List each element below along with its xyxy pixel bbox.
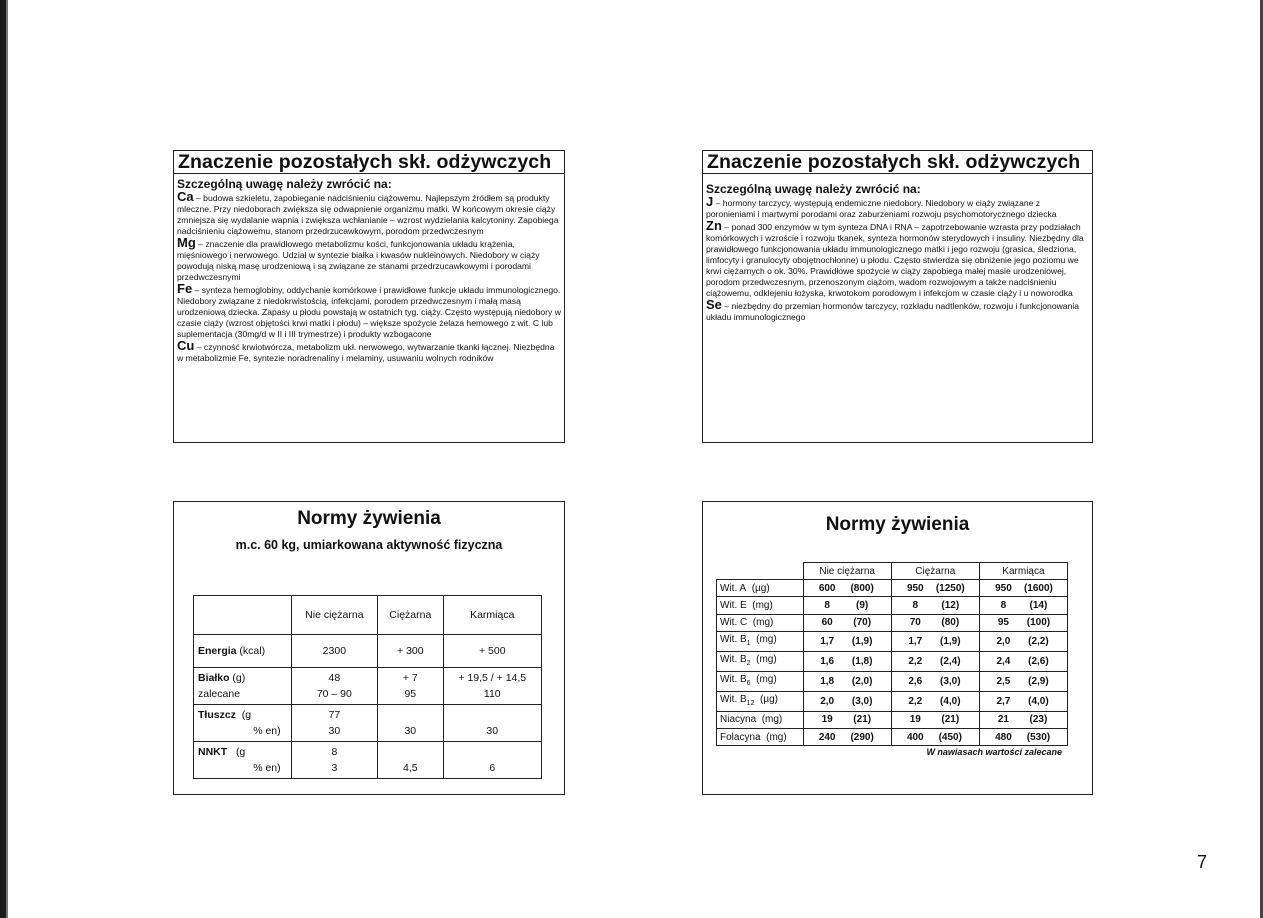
slide-body [703, 196, 1092, 323]
paragraph-text: – hormony tarczycy, występują endemiczne niedobory. Niedobory w ciąży związane z poronieniami i martwymi porodami oraz zaburzeniami rozwoju psychomotorycznego dziecka [706, 198, 1057, 219]
row-label: Wit. $B_6$ (mg) [717, 671, 804, 691]
row-label: Wit. E (mg) [717, 597, 804, 614]
table-cell: + 19,5 / + 14,5 110 [443, 668, 541, 705]
row-label: NNKT (g % en) [194, 742, 292, 779]
element-symbol: Zn [706, 218, 722, 233]
table-cell: 30 [443, 705, 541, 742]
element-symbol: Mg [177, 235, 196, 250]
table-cell: 70 (80) [891, 614, 979, 631]
paragraph-text: – synteza hemoglobiny, oddychanie komórkowe i prawidłowe funkcje układu immunologicznego. Niedobory związane z niedokrwistością, infekcjami, porodem przedwczesnym i małą masą urodzeniową dziecka. Zapasy u płodu powstają w ostatnich tyg. ciąży. Często występują niedobory w czasie ciąży (wzrost objętości krwi matki i płodu) – większe spożycie żelaza hemowego z wit. C lub suplementacja (30mg/d w II i III trymestrze) i produkty wzbogacone [177, 285, 561, 339]
element-symbol: Cu [177, 338, 195, 353]
paragraph-j [706, 196, 1089, 220]
paragraph-text: – ponad 300 enzymów w tym synteza DNA i RNA – zapotrzebowanie wzrasta przy podziałach komórkowych i wzroście i rozwoju tkanek, synteza hormonów sterydowych i insuliny. Niezbędny dla prawidłowego funkcjonowania układu immunologicznego matki i jego rozwoju (grasica, śledziona, limfocyty i granulocyty obojętnochłonne) u płodu. Często stwierdza się obniżenie jego poziomu we krwi ciężarnych o ok. 30%. Prawidłowe spożycie w ciąży zapobiega małej masie urodzeniowej, porodom przedwczesnym, przenoszonym ciążom, wadom rozwojowym a także nadciśnieniu ciążowemu, odklejeniu łożyska, krwotokom porodowym i infekcjom w czasie ciąży i u noworodka [706, 222, 1084, 298]
norms-table [193, 595, 542, 779]
element-symbol: Ca [177, 189, 194, 204]
table-row [717, 671, 1068, 691]
table-row-nnkt [194, 742, 542, 779]
table-row [717, 597, 1068, 614]
table-row [717, 728, 1068, 745]
table-cell: 2300 [291, 635, 377, 668]
element-symbol: Fe [177, 281, 193, 296]
paragraph-zn [706, 220, 1089, 299]
table-cell: 6 [443, 742, 541, 779]
table-row [717, 711, 1068, 728]
table-cell: 2,2 (2,4) [891, 651, 979, 671]
slide-nutrition-norms-1 [173, 501, 565, 795]
table-cell: 8 (12) [891, 597, 979, 614]
element-symbol: J [706, 194, 714, 209]
table-cell: 2,7 (4,0) [979, 691, 1067, 711]
table-cell: 1,8 (2,0) [803, 671, 891, 691]
page-number: 7 [1197, 852, 1208, 872]
table-cell: 1,6 (1,8) [803, 651, 891, 671]
slide-title: Normy żywienia [825, 514, 970, 535]
table-cell [717, 563, 804, 580]
slide-minerals-2 [702, 150, 1093, 443]
row-label: Tłuszcz (g % en) [194, 705, 292, 742]
slide-body [174, 191, 564, 364]
table-cell: 1,7 (1,9) [803, 631, 891, 651]
row-label: Wit. $B_2$ (mg) [717, 651, 804, 671]
table-cell: 240 (290) [803, 728, 891, 745]
table-header: Ciężarna [891, 563, 979, 580]
table-cell: 2,0 (3,0) [803, 691, 891, 711]
row-label: Wit. C (mg) [717, 614, 804, 631]
table-cell: 2,5 (2,9) [979, 671, 1067, 691]
table-cell: + 300 [378, 635, 443, 668]
paragraph-ca [177, 191, 561, 237]
table-cell: 30 [378, 705, 443, 742]
table-cell: + 7 95 [378, 668, 443, 705]
table-header: Nie ciężarna [291, 596, 377, 635]
slide-title: Normy żywienia [297, 508, 441, 529]
table-header: Ciężarna [378, 596, 443, 635]
footnote: W nawiasach wartości zalecane [926, 747, 1062, 757]
row-label: Energia (kcal) [194, 635, 292, 668]
slide-subtitle: m.c. 60 kg, umiarkowana aktywność fizyczna [235, 538, 503, 552]
row-label: Wit. A (µg) [717, 580, 804, 597]
table-cell: 2,2 (4,0) [891, 691, 979, 711]
table-row [717, 614, 1068, 631]
slide-subtitle: Szczególną uwagę należy zwrócić na: [177, 177, 392, 191]
vitamins-table [716, 562, 1068, 746]
row-label: Folacyna (mg) [717, 728, 804, 745]
table-header: Karmiąca [443, 596, 541, 635]
slide-nutrition-norms-2 [702, 501, 1093, 795]
paragraph-fe [177, 283, 561, 340]
paragraph-text: – niezbędny do przemian hormonów tarczycy, rozkładu nadtlenków, rozwoju i funkcjonowania układu immunologicznego [706, 301, 1080, 322]
table-cell: 2,0 (2,2) [979, 631, 1067, 651]
table-row [717, 631, 1068, 651]
element-symbol: Se [706, 297, 722, 312]
table-cell: 95 (100) [979, 614, 1067, 631]
paragraph-se [706, 299, 1089, 323]
slide-title: Znaczenie pozostałych skł. odżywczych [174, 151, 564, 174]
table-cell: 21 (23) [979, 711, 1067, 728]
table-cell: 48 70 – 90 [291, 668, 377, 705]
row-label: Białko (g) zalecane [194, 668, 292, 705]
paragraph-text: – budowa szkieletu, zapobieganie nadciśnieniu ciążowemu. Najlepszym źródłem są produkty mleczne. Przy niedoborach zwiększa się odwapnienie organizmu matki. W końcowym okresie ciąży zmniejsza się wydalanie wapnia i zwiększa wchłanianie – wzrost wydzielania kalcytoniny. Zapobiega nadciśnieniu ciążowemu, stanom przedrzucawkowym, porodom przedwczesnym [177, 193, 559, 236]
row-label: Niacyna (mg) [717, 711, 804, 728]
table-cell: 4,5 [378, 742, 443, 779]
table-row [717, 691, 1068, 711]
table-row [717, 580, 1068, 597]
scan-edge-left-shadow [6, 0, 8, 918]
table-cell: 19 (21) [803, 711, 891, 728]
table-cell: 2,4 (2,6) [979, 651, 1067, 671]
table-cell: 400 (450) [891, 728, 979, 745]
table-cell: 19 (21) [891, 711, 979, 728]
table-cell: 8 (9) [803, 597, 891, 614]
table-row [717, 651, 1068, 671]
table-cell: 77 30 [291, 705, 377, 742]
row-label: Wit. $B_{12}$ (µg) [717, 691, 804, 711]
table-cell: 8 3 [291, 742, 377, 779]
paragraph-text: – czynność krwiotwórcza, metabolizm ukł. nerwowego, wytwarzanie tkanki łącznej. Niezbędna w metabolizmie Fe, syntezie noradrenaliny i melaminy, usuwaniu wolnych rodników [177, 342, 555, 363]
table-row-tluszcz [194, 705, 542, 742]
slide-minerals-1 [173, 150, 565, 443]
table-cell: 2,6 (3,0) [891, 671, 979, 691]
paragraph-cu [177, 340, 561, 364]
table-row-bialko [194, 668, 542, 705]
table-cell: 600 (800) [803, 580, 891, 597]
table-header-row [717, 563, 1068, 580]
table-cell: 60 (70) [803, 614, 891, 631]
table-cell: 480 (530) [979, 728, 1067, 745]
table-header: Karmiąca [979, 563, 1067, 580]
paragraph-mg [177, 237, 561, 283]
table-row-energia [194, 635, 542, 668]
table-header-row [194, 596, 542, 635]
paragraph-text: – znaczenie dla prawidłowego metabolizmu kości, funkcjonowania układu krążenia, mięśniowego i nerwowego. Udział w syntezie białka i kwasów nukleinowych. Niedobory w ciąży powodują niską masę urodzeniową i są związane ze stanami przedrzucawkowymi i porodami przedwczesnymi [177, 239, 540, 282]
row-label: Wit. $B_1$ (mg) [717, 631, 804, 651]
table-cell [194, 596, 292, 635]
table-cell: + 500 [443, 635, 541, 668]
table-cell: 950 (1250) [891, 580, 979, 597]
slide-subtitle: Szczególną uwagę należy zwrócić na: [706, 182, 921, 196]
slide-title: Znaczenie pozostałych skł. odżywczych [703, 151, 1092, 174]
table-cell: 8 (14) [979, 597, 1067, 614]
table-cell: 950 (1600) [979, 580, 1067, 597]
table-header: Nie ciężarna [803, 563, 891, 580]
table-cell: 1,7 (1,9) [891, 631, 979, 651]
